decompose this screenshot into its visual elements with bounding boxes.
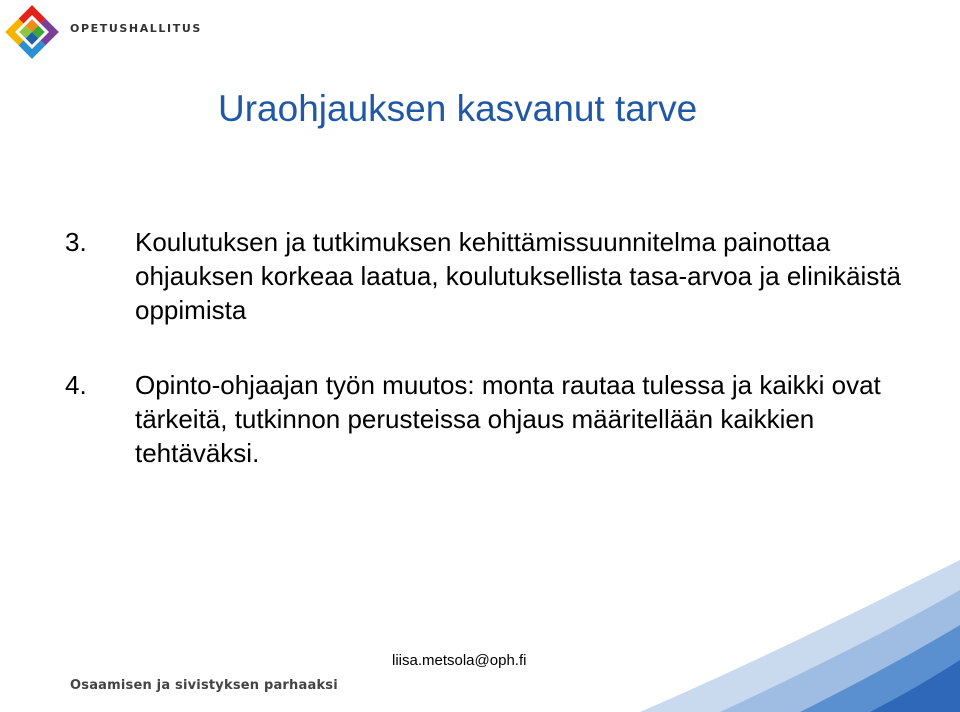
list-item-number: 4. bbox=[65, 370, 87, 400]
opetushallitus-diamond-logo-icon bbox=[2, 2, 62, 62]
brand-name: OPETUSHALLITUS bbox=[70, 22, 202, 35]
list-item-text: Koulutuksen ja tutkimuksen kehittämissuunnitelma painottaa ohjauksen korkeaa laatua, koulutuksellista tasa-arvoa ja elinikäistä oppimista bbox=[135, 227, 901, 325]
list-item-text: Opinto-ohjaajan työn muutos: monta rautaa tulessa ja kaikki ovat tärkeitä, tutkinnon perusteissa ohjaus määritellään kaikkien tehtäväksi. bbox=[135, 370, 881, 468]
footer-tagline: Osaamisen ja sivistyksen parhaaksi bbox=[70, 678, 338, 693]
slide-title: Uraohjauksen kasvanut tarve bbox=[218, 88, 698, 129]
list-item-number: 3. bbox=[65, 227, 87, 257]
footer-email: liisa.metsola@oph.fi bbox=[392, 652, 527, 669]
